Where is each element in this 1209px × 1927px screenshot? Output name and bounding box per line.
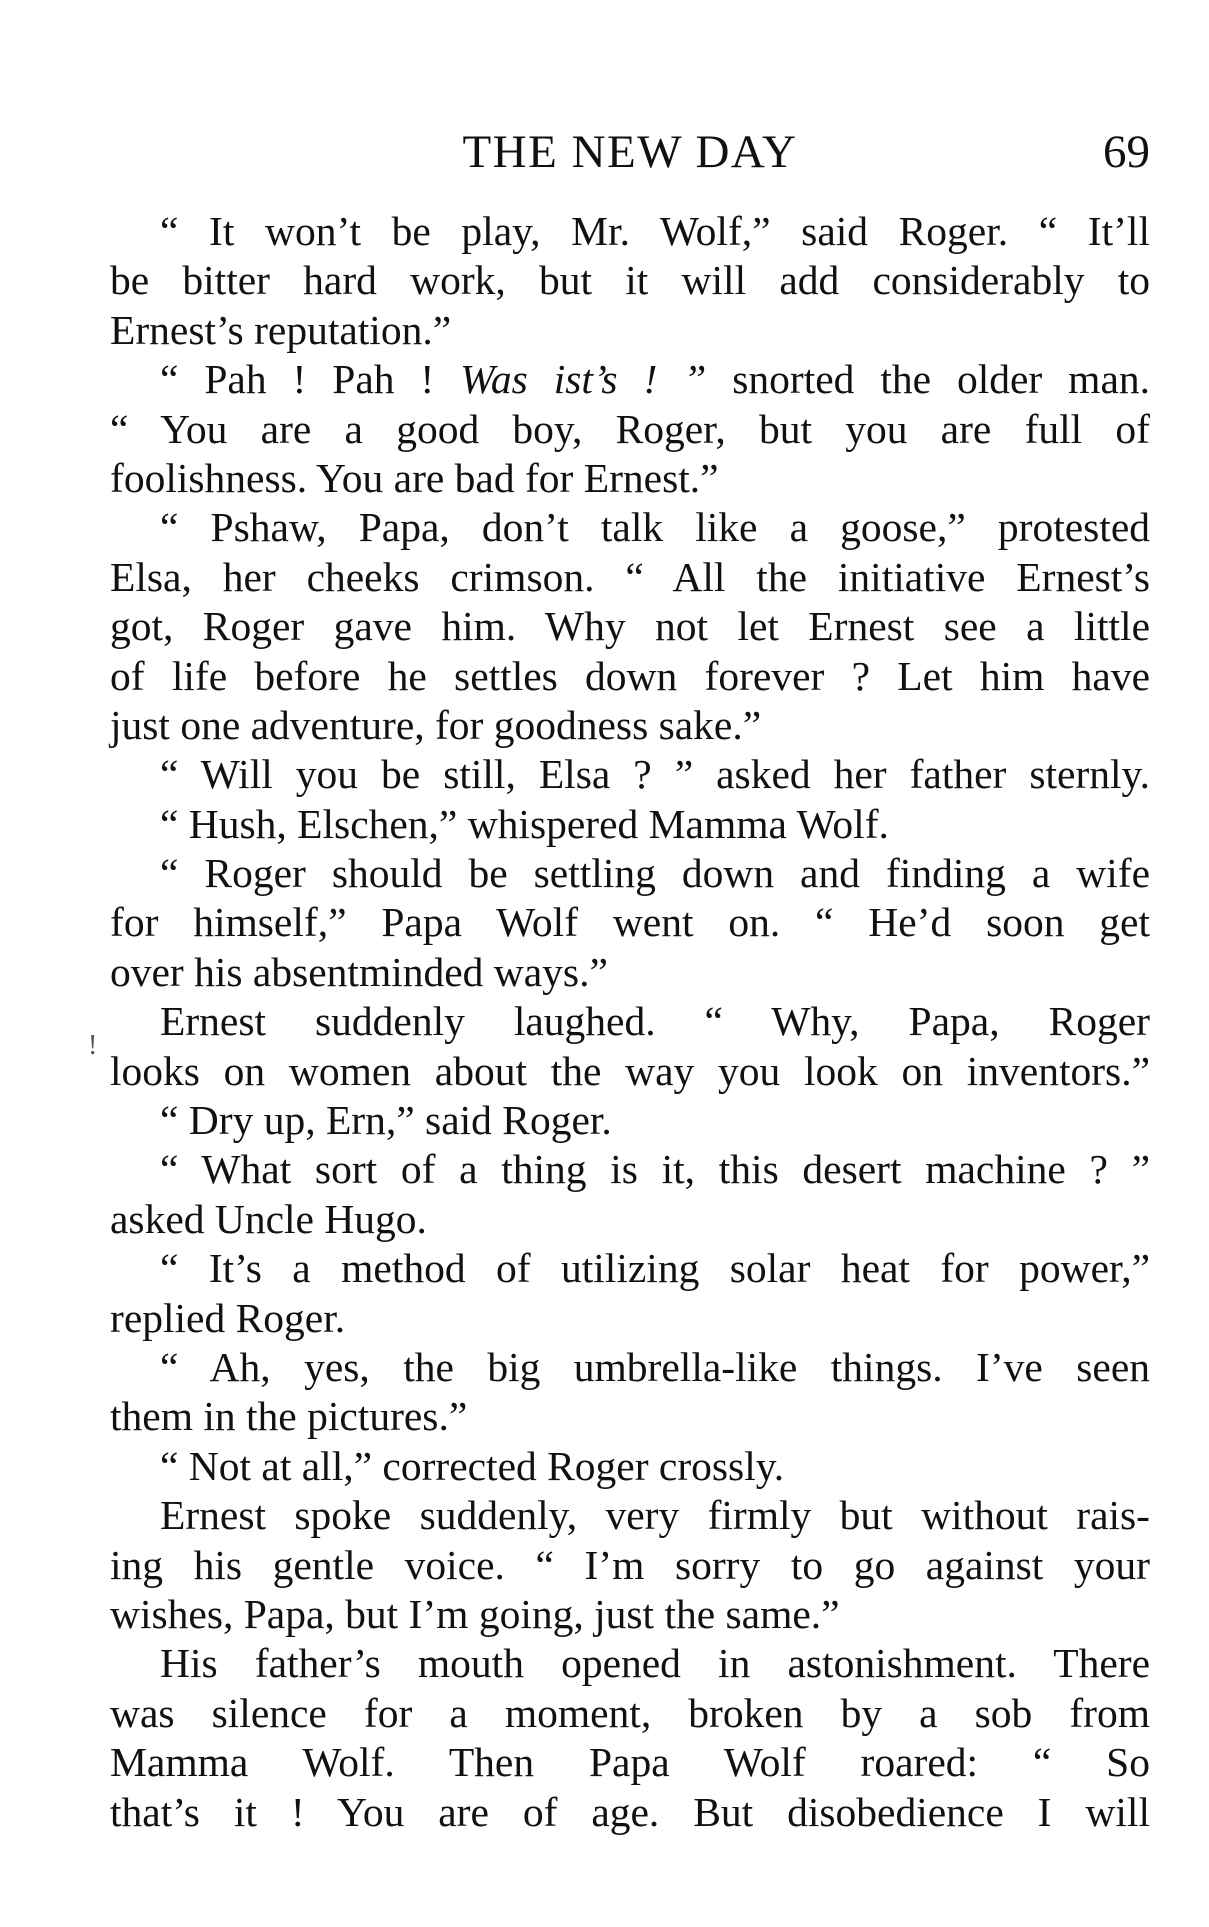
text-line: for himself,” Papa Wolf went on. “ He’d soon get	[110, 899, 1150, 946]
text-line: Ernest suddenly laughed. “ Why, Papa, Roger	[160, 998, 1150, 1045]
running-head	[110, 120, 1150, 184]
italic-phrase: Was ist’s ! ”	[460, 356, 707, 403]
text-line: His father’s mouth opened in astonishment. There	[160, 1640, 1150, 1687]
text-line: was silence for a moment, broken by a sob from	[110, 1689, 1150, 1736]
margin-mark: !	[88, 1030, 98, 1061]
text-line: of life before he settles down forever ? Let him have	[110, 652, 1150, 699]
text-line: them in the pictures.”	[110, 1393, 468, 1440]
text-line: “ Ah, yes, the big umbrella-like things. I’ve seen	[160, 1343, 1150, 1390]
text-line: looks on women about the way you look on inventors.”	[110, 1047, 1150, 1094]
text-line: replied Roger.	[110, 1294, 346, 1341]
text-line: Elsa, her cheeks crimson. “ All the initiative Ernest’s	[110, 553, 1150, 600]
running-title: THE NEW DAY	[462, 126, 798, 178]
text-line: “ Roger should be settling down and finding a wife	[160, 850, 1150, 897]
text-line: that’s it ! You are of age. But disobedience I will	[110, 1788, 1150, 1835]
text-line: over his absentminded ways.”	[110, 948, 608, 995]
text-line: “ You are a good boy, Roger, but you are full of	[110, 405, 1150, 452]
text-line: Ernest spoke suddenly, very firmly but without rais-	[160, 1492, 1150, 1539]
text-line: foolishness. You are bad for Ernest.”	[110, 454, 719, 501]
text-line: “ Dry up, Ern,” said Roger.	[160, 1097, 612, 1144]
text-line: “ Pah ! Pah ! Was ist’s ! ” snorted the older man.	[160, 356, 1150, 403]
text-line: “ Hush, Elschen,” whispered Mamma Wolf.	[160, 800, 889, 847]
text-line: “ What sort of a thing is it, this desert machine ? ”	[160, 1146, 1150, 1193]
text-line: just one adventure, for goodness sake.”	[110, 701, 762, 748]
text-line: Ernest’s reputation.”	[110, 306, 452, 353]
page-number: 69	[1103, 126, 1150, 178]
text-line: be bitter hard work, but it will add considerably to	[110, 257, 1150, 304]
text-line: asked Uncle Hugo.	[110, 1195, 427, 1242]
text-line: wishes, Papa, but I’m going, just the same.”	[110, 1590, 840, 1637]
text-line: got, Roger gave him. Why not let Ernest see a little	[110, 603, 1150, 650]
text-line: “ Will you be still, Elsa ? ” asked her father sternly.	[160, 751, 1150, 798]
text-line: “ It’s a method of utilizing solar heat for power,”	[160, 1245, 1150, 1292]
text-line: “ Pshaw, Papa, don’t talk like a goose,” protested	[160, 504, 1150, 551]
text-line: “ Not at all,” corrected Roger crossly.	[160, 1442, 785, 1489]
text-line: ing his gentle voice. “ I’m sorry to go against your	[110, 1541, 1150, 1588]
text-line: “ It won’t be play, Mr. Wolf,” said Roger. “ It’ll	[160, 208, 1150, 254]
text-line: Mamma Wolf. Then Papa Wolf roared: “ So	[110, 1739, 1150, 1786]
body-text	[110, 207, 1150, 1837]
